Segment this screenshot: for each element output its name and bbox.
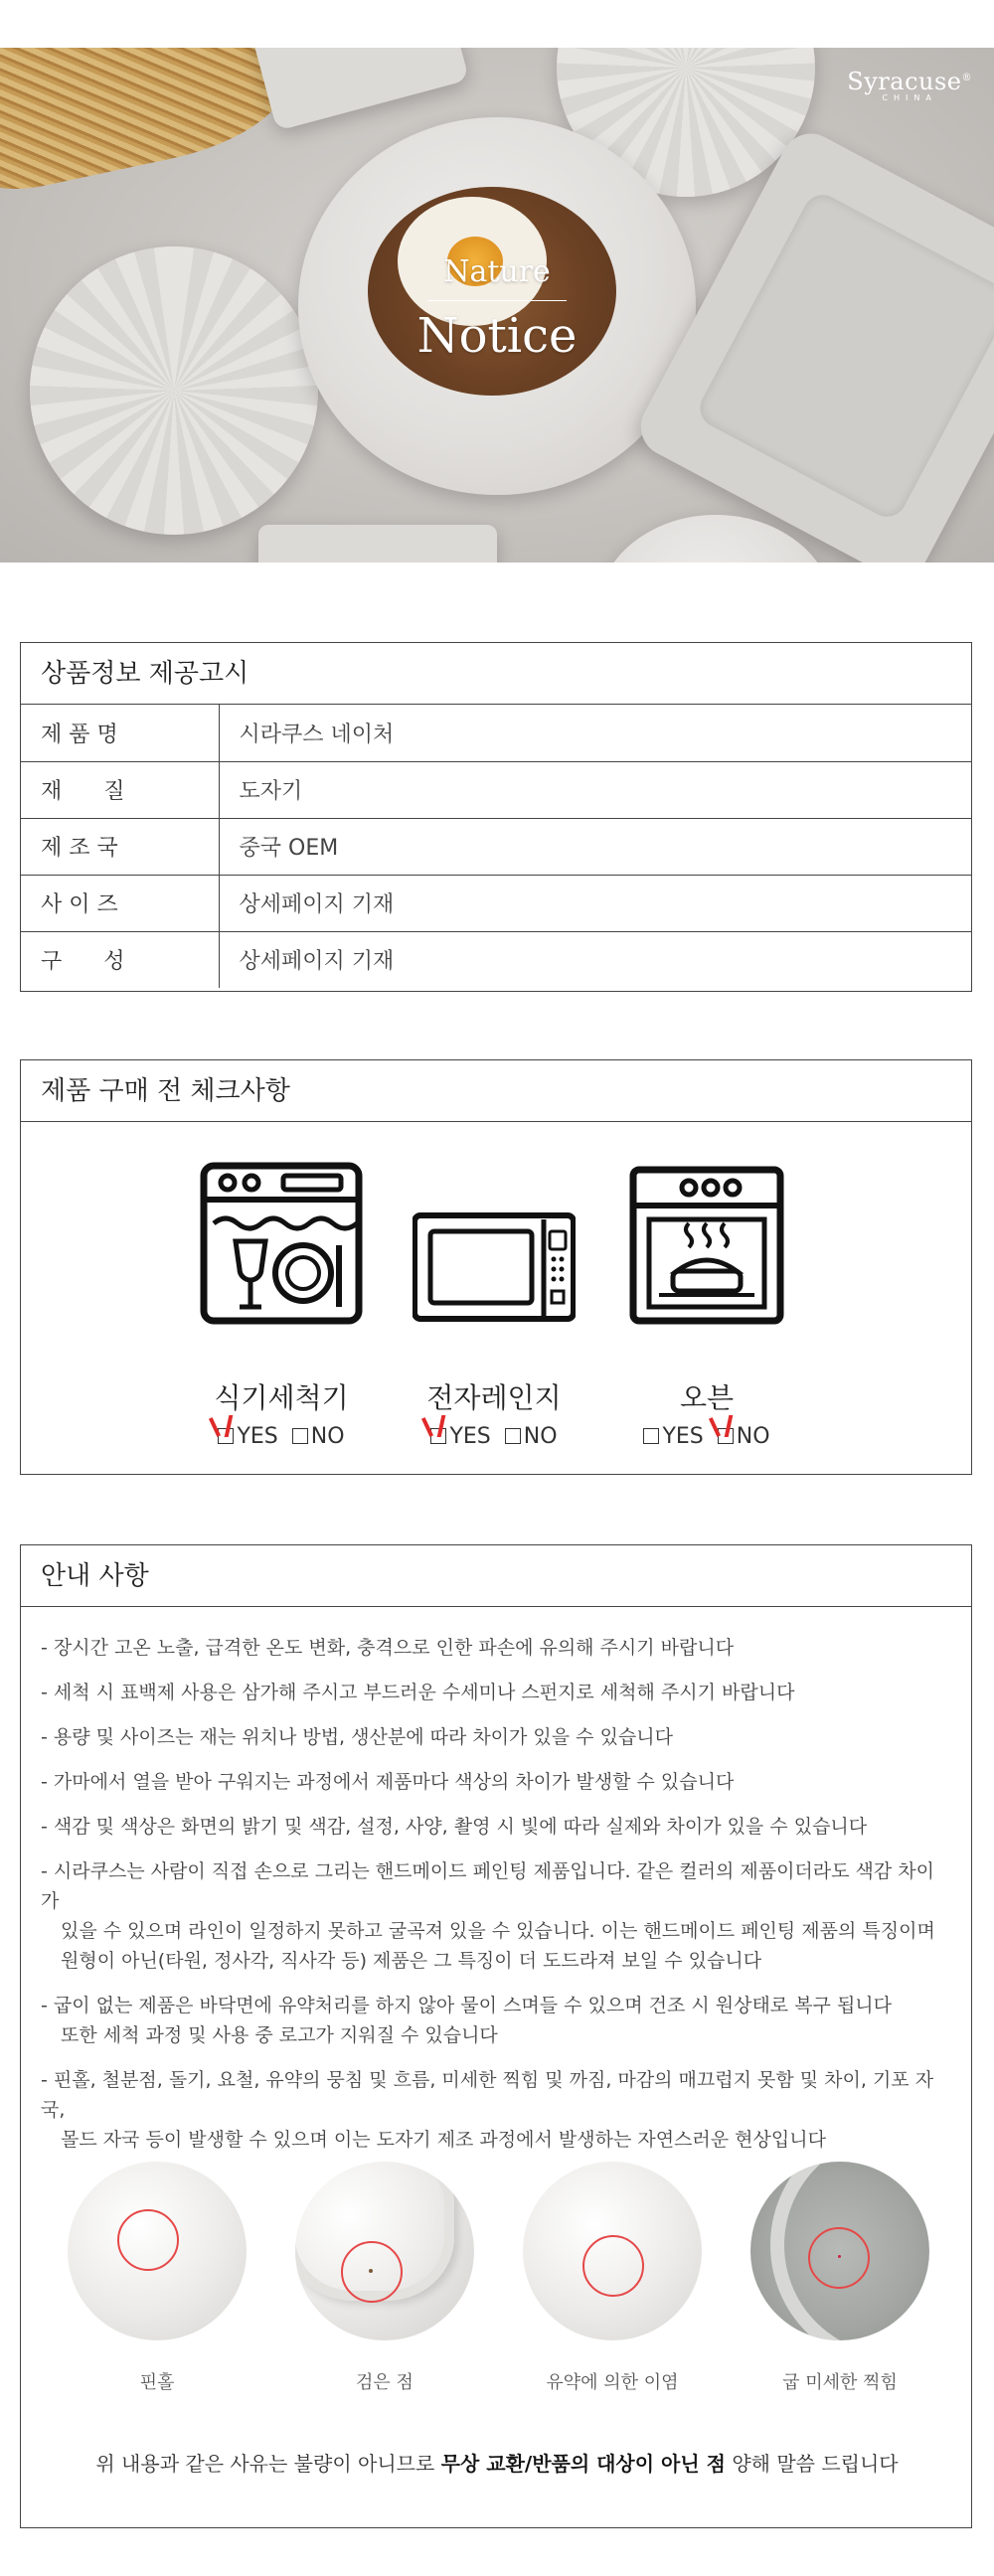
- table-row: [21, 705, 971, 761]
- rect-plate-top: [247, 48, 469, 131]
- defect-glaze-stain: [523, 2162, 702, 2394]
- appliance-icons: [21, 1122, 971, 1475]
- product-info-table: [21, 705, 971, 988]
- defect-caption: 유약에 의한 이염: [546, 2372, 679, 2393]
- yes-checkbox[interactable]: [430, 1428, 446, 1444]
- notice-item: - 색감 및 색상은 화면의 밝기 및 색감, 설정, 사양, 촬영 시 빛에 따라 실제와 차이가 있을 수 있습니다: [41, 1816, 868, 1838]
- appliance-options: YES NO: [182, 1424, 381, 1449]
- notice-item: - 핀홀, 철분점, 돌기, 요철, 유약의 뭉침 및 흐름, 미세한 찍힘 및 까짐, 마감의 매끄럽지 못함 및 차이, 기포 자국, 몰드 자국 등이 발생할 수 있으며 이는 도자기 제조 과정에서 발생하는 자연스러운 현상입니다: [41, 2069, 934, 2151]
- appliance-label: 식기세척기: [214, 1381, 349, 1414]
- appliance-microwave: [395, 1162, 593, 1449]
- row-value: 상세페이지 기재: [219, 875, 971, 931]
- yes-checkbox[interactable]: [643, 1428, 659, 1444]
- oven-icon: [625, 1162, 788, 1325]
- purchase-check-box: [20, 1059, 972, 1475]
- rect-plate-bottom: [258, 525, 497, 563]
- brand-logo: Syracuse® CHINA: [847, 68, 972, 102]
- defect-photo: [68, 2162, 247, 2340]
- pasta-dish: [0, 48, 300, 200]
- row-value: 상세페이지 기재: [239, 949, 395, 975]
- defect-caption: 검은 점: [356, 2372, 414, 2393]
- row-key: 사 이 즈: [21, 875, 219, 931]
- row-key: 재 질: [21, 761, 219, 818]
- appliance-oven: [607, 1162, 806, 1449]
- scallop-plate-left: [30, 246, 318, 535]
- highlight-circle: [582, 2235, 644, 2297]
- notice-item: - 장시간 고온 노출, 급격한 온도 변화, 충격으로 인한 파손에 유의해 주시기 바랍니다: [41, 1637, 735, 1659]
- hero-title: Notice: [416, 308, 578, 364]
- defect-foot-chip: [750, 2162, 929, 2394]
- defect-photo: [750, 2162, 929, 2340]
- table-row: [21, 818, 971, 875]
- notice-heading: 안내 사항: [21, 1545, 971, 1607]
- appliance-options: YES NO: [607, 1424, 806, 1449]
- highlight-circle: [117, 2209, 179, 2271]
- appliance-label: 전자레인지: [426, 1381, 562, 1414]
- defect-pinhole: [68, 2162, 247, 2394]
- defect-photo: [523, 2162, 702, 2340]
- row-value: 시라쿠스 네이처: [219, 705, 971, 761]
- notice-list: [21, 1607, 971, 2155]
- no-checkbox[interactable]: [505, 1428, 521, 1444]
- row-value: 중국 OEM: [219, 818, 971, 875]
- defect-caption: 굽 미세한 찍힘: [782, 2372, 898, 2393]
- row-key: 구 성: [21, 931, 219, 988]
- defect-photo: [295, 2162, 474, 2340]
- microwave-icon: [413, 1162, 576, 1325]
- black-spot: [369, 2269, 373, 2273]
- notice-item: - 세척 시 표백제 사용은 삼가해 주시고 부드러운 수세미나 스펀지로 세척해 주시기 바랍니다: [41, 1682, 795, 1703]
- notice-box: [20, 1544, 972, 2528]
- product-info-box: [20, 642, 972, 992]
- highlight-circle: [808, 2227, 870, 2289]
- no-checkbox[interactable]: [718, 1428, 734, 1444]
- no-checkbox[interactable]: [292, 1428, 308, 1444]
- product-info-heading: 상품정보 제공고시: [21, 643, 971, 705]
- defect-black-spot: [295, 2162, 474, 2394]
- appliance-options: YES NO: [395, 1424, 593, 1449]
- appliance-dishwasher: [182, 1162, 381, 1449]
- table-row: [21, 931, 971, 988]
- hero-banner: [0, 48, 994, 563]
- hero-subtitle: Nature: [443, 254, 551, 289]
- notice-item: - 용량 및 사이즈는 재는 위치나 방법, 생산분에 따라 차이가 있을 수 있습니다: [41, 1726, 673, 1748]
- table-row: [21, 875, 971, 931]
- hero-divider: [427, 300, 567, 301]
- notice-item: - 시라쿠스는 사람이 직접 손으로 그리는 핸드메이드 페인팅 제품입니다. 같은 컬러의 제품이더라도 색감 차이가 있을 수 있으며 라인이 일정하지 못하고 굴곡져 있을 수 있습니다. 이는 핸드메이드 페인팅 제품의 특징이며 원형이 아닌(타원, 정사각, 직사각 등) 제품은 그 특징이 더 도드라져 보일 수 있습니다: [41, 1860, 935, 1972]
- row-value: 도자기: [219, 761, 971, 818]
- purchase-check-heading: 제품 구매 전 체크사항: [21, 1060, 971, 1122]
- table-row: [21, 761, 971, 818]
- notice-item: - 가마에서 열을 받아 구워지는 과정에서 제품마다 색상의 차이가 발생할 수 있습니다: [41, 1771, 735, 1793]
- dishwasher-icon: [200, 1162, 363, 1325]
- row-key: 제 조 국: [21, 818, 219, 875]
- chip-spot: [838, 2255, 841, 2258]
- defect-examples: [21, 2162, 973, 2420]
- defect-caption: 핀홀: [139, 2372, 175, 2393]
- notice-footer: 위 내용과 같은 사유는 불량이 아니므로 무상 교환/반품의 대상이 아닌 점 양해 말씀 드립니다: [95, 2452, 899, 2476]
- notice-item: - 굽이 없는 제품은 바닥면에 유약처리를 하지 않아 물이 스며들 수 있으며 건조 시 원상태로 복구 됩니다 또한 세척 과정 및 사용 중 로고가 지워질 수 있습니다: [41, 1995, 893, 2046]
- yes-checkbox[interactable]: [218, 1428, 234, 1444]
- row-key: 제 품 명: [21, 705, 219, 761]
- appliance-label: 오븐: [679, 1381, 735, 1414]
